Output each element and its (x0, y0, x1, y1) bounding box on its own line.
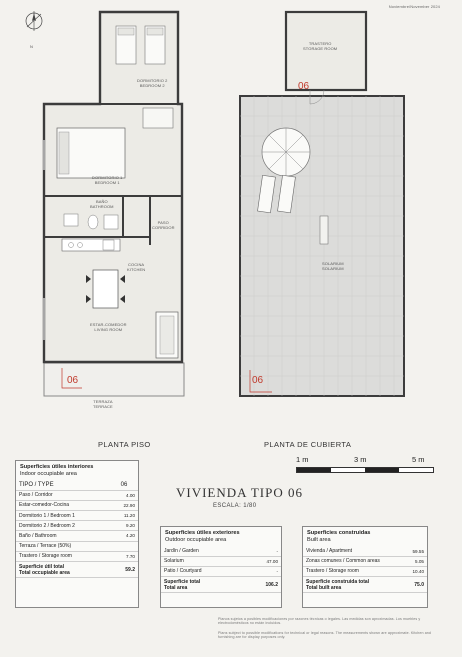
built-area-header: Superficies construidas Built area (307, 530, 371, 543)
unit-scale: ESCALA: 1/80 (213, 503, 257, 509)
exterior-area-table (161, 546, 281, 593)
type-value: 06 (110, 480, 138, 490)
scale-label-1m: 1 m (296, 455, 309, 464)
roof-plan-label: PLANTA DE CUBIERTA (264, 440, 352, 449)
room-label-corridor: PASO CORRIDOR (152, 220, 175, 230)
scale-bar-graphic (296, 467, 434, 473)
date-label: Noviembre/November 2024 (388, 4, 440, 9)
table-row: Paso / Corridor 4.00 (16, 490, 138, 500)
built-area-panel (302, 526, 428, 608)
table-row: Trastero / Storage room 10.40 (303, 566, 427, 576)
exterior-area-panel (160, 526, 282, 608)
table-row: Trastero / Storage room 7.70 (16, 551, 138, 561)
room-label-kitchen: COCINA KITCHEN (127, 262, 146, 272)
floor-unit-tag: 06 (67, 375, 79, 386)
compass-north-label: N (30, 44, 33, 49)
room-label-storage: TRASTERO STORAGE ROOM (303, 41, 338, 51)
type-label: TIPO / TYPE (16, 480, 110, 490)
room-label-terrace: TERRAZA TERRACE (93, 399, 113, 409)
room-label-solarium: SOLARIUM SOLARIUM (322, 261, 344, 271)
floor-plan-drawing (0, 0, 232, 430)
floor-plan-label: PLANTA PISO (98, 440, 151, 449)
total-row: Superficie total Total area 106.2 (161, 576, 281, 592)
table-row: Baño / Bathroom 4.20 (16, 531, 138, 541)
roof-unit-tag-bottom: 06 (252, 375, 264, 386)
unit-title: VIVIENDA TIPO 06 (176, 485, 303, 500)
exterior-area-header: Superficies útiles exteriores Outdoor occupiable area (165, 530, 240, 543)
table-row: Terraza / Terrace (50%) (16, 541, 138, 551)
interior-area-table (16, 480, 138, 578)
table-row: Solarium 47.00 (161, 556, 281, 566)
room-label-living: ESTAR-COMEDOR LIVING ROOM (90, 322, 127, 332)
table-row: Dormitorio 2 / Bedroom 2 9.20 (16, 521, 138, 531)
table-row: Zonas comunes / Common areas 5.05 (303, 556, 427, 566)
total-row: Superficie útil total Total occupiable area 59.2 (16, 561, 138, 577)
table-row: Estar-comedor-Cocina 22.90 (16, 500, 138, 510)
footer-note-es: Planos sujetos a posibles modificaciones por razones técnicas o legales. Las medidas son aproximadas. Los muebles y electrodomésticos no están incluidos. (218, 617, 421, 626)
total-row: Superficie construida total Total built area 75.0 (303, 576, 427, 592)
table-row: Dormitorio 1 / Bedroom 1 11.20 (16, 510, 138, 520)
table-row: Vivienda / Apartment 59.55 (303, 546, 427, 556)
scale-label-5m: 5 m (412, 455, 425, 464)
footer-note-en: Plans subject to possible modifications for technical or legal reasons. The measurements shown are approximate. Kitchen and furnishing are for display purposes only. (218, 631, 431, 640)
room-label-bedroom-1: DORMITORIO 1 BEDROOM 1 (92, 175, 123, 185)
roof-unit-tag-top: 06 (298, 81, 310, 92)
type-row (16, 480, 138, 490)
room-label-bathroom: BAÑO BATHROOM (90, 199, 114, 209)
scale-bar (296, 455, 436, 481)
interior-area-header: Superficies útiles interiores Indoor occupiable area (20, 464, 94, 477)
roof-plan-drawing (230, 0, 462, 430)
table-row: Jardín / Garden - (161, 546, 281, 556)
scale-label-3m: 3 m (354, 455, 367, 464)
table-row: Patio / Courtyard - (161, 566, 281, 576)
room-label-bedroom-2: DORMITORIO 2 BEDROOM 2 (137, 78, 168, 88)
interior-area-panel (15, 460, 139, 608)
built-area-table (303, 546, 427, 593)
